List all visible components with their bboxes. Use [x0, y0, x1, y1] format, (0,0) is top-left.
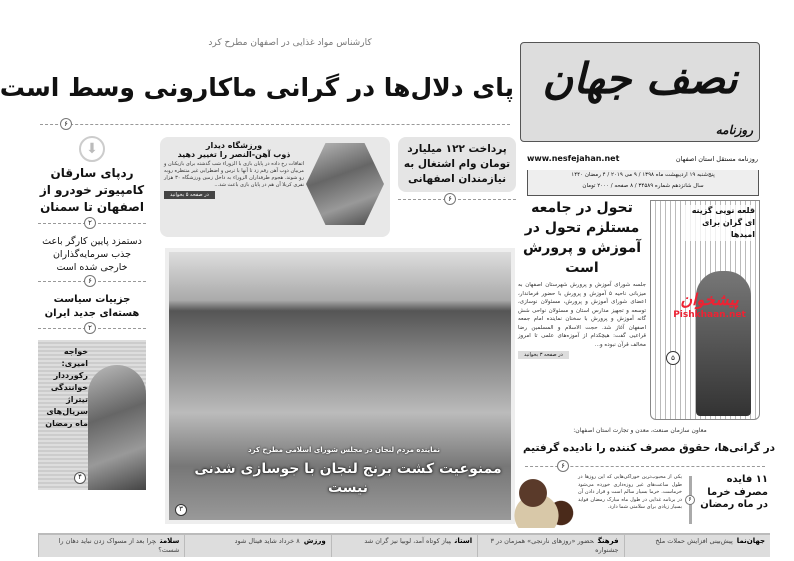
dates-body: یکی از محبوب‌ترین خوراکی‌هایی که این روزها در طول ساعت‌های غیر روزه‌داری خورده می‌شود خرماست. خرما بسیار سالم است و قرار دادن آن در برنامه غذایی در طول ماه مبارک رمضان فواید بسیار زیادی برای سلامتی شما دارد. — [578, 474, 682, 510]
lead-headline: پای دلال‌ها در گرانی ماکارونی وسط است — [0, 73, 514, 102]
left-story-3[interactable]: جزییات سیاست هسته‌ای جدید ایران — [44, 294, 140, 319]
bar-section[interactable]: جهان‌نما — [736, 537, 765, 545]
bar-item[interactable]: حضور «روزهای نارنجی» همزمان در ۳ جشنواره — [490, 537, 619, 554]
page-ref: ۲ — [38, 328, 146, 340]
page-ref: ۶ — [40, 124, 510, 134]
sports-body: اتفاقات رخ داده در پایان بازی با الزوراء شب گذشته برای بازیکنان و مربیان ذوب آهن رقم زد تا آنها با ترس و اضطرابی غیر منتظره روبه رو شوند. هجوم طرفداران الزوراء به داخل زمین ورزشگاه ۳۰ هزار نفری کربلا آن هم در پایان بازی باعث شد... — [164, 161, 304, 188]
arrow-down-icon: ⬇ — [79, 136, 105, 162]
page-ref: ۳ — [175, 504, 187, 516]
bar-cell[interactable] — [184, 535, 330, 557]
loan-headline: پرداخت ۱۲۲ میلیارد تومان وام اشتغال به نیازمندان اصفهانی — [403, 143, 511, 185]
left-column — [38, 136, 146, 490]
education-column — [518, 198, 646, 359]
left-story-1[interactable]: ردپای سارقان کامپیوتر خودرو از اصفهان تا سمنان — [39, 166, 145, 214]
bar-item[interactable]: ۸ خرداد شاید فینال شود — [234, 537, 300, 545]
dates-bowl-image — [505, 478, 575, 528]
date-line: پنج‌شنبه ۱۹ اردیبهشت ماه ۱۳۹۸ / ۹ می ۲۰۱۹ / ۴ رمضان ۱۴۴۰ — [571, 172, 715, 178]
tagline: روزنامه مستقل استان اصفهان — [675, 155, 758, 163]
rice-field-photo[interactable] — [165, 248, 515, 524]
bar-item[interactable]: پیاز کوتاه آمد، لوبیا نیز گران شد — [364, 537, 451, 545]
khaje-amiri-box[interactable] — [38, 340, 146, 490]
logo-text: نصف جهان — [542, 54, 738, 103]
page-ref: ۲ — [38, 223, 146, 235]
lead-kicker: کارشناس مواد غذایی در اصفهان مطرح کرد — [208, 38, 372, 48]
education-headline[interactable]: تحول در جامعه مستلزم تحول در آموزش و پرورش است — [522, 200, 642, 276]
sports-kicker: ورزشگاه دیدار — [205, 141, 263, 150]
loan-box[interactable] — [398, 137, 516, 192]
sports-box[interactable] — [160, 137, 390, 237]
singer-photo — [88, 365, 146, 490]
bar-cell[interactable] — [331, 535, 477, 557]
issue-line: سال شانزدهم شماره ۳۴۵۸۹ / ۸ صفحه / ۲۰۰۰ تومان — [582, 183, 704, 189]
page-ref: ۶ — [38, 281, 146, 293]
education-body: جلسه شورای آموزش و پرورش شهرستان اصفهان به میزبانی ناحیه ۵ آموزش و پرورش با حضور فرماندار، اعضای شورای آموزش و پرورش، مسئولان نوسازی، توسعه و تجهیز مدارس استان و مسئولان نواحی شش گانه آموزش و پرورش با سخنان نماینده امام جمعه اصفهان آغاز شد. حجت الاسلام و المسلمین رضا قراعیی گفت: هیچکدام از آموزه‌های علمی تا امروز مخالف قرآن نبوده و... — [518, 282, 646, 348]
page-ref: ۶ — [685, 495, 695, 505]
bar-cell[interactable] — [477, 535, 623, 557]
bar-item[interactable]: پیش‌بینی افزایش حملات ملخ — [655, 537, 733, 545]
profile-text: قلعه نویی گزینه ای گران برای امیدها — [685, 205, 755, 241]
photo-headline: ممنوعیت کشت برنج لنجان با جوسازی شدنی نیست — [194, 461, 502, 496]
football-photo — [306, 143, 384, 225]
bar-item[interactable]: چرا بعد از مسواک زدن نباید دهان را شست؟ — [58, 537, 180, 554]
page-ref: ۶ — [398, 199, 516, 211]
page-ref: ۵ — [666, 351, 680, 365]
logo-label: روزنامه — [715, 123, 753, 137]
bar-section[interactable]: فرهنگ — [597, 537, 619, 545]
bar-section[interactable]: استان — [454, 537, 473, 545]
khaje-amiri-text: خواجه امیری: رکورددار خوانندگی تیتراژ سریال‌های ماه رمضان — [45, 347, 88, 428]
left-story-2[interactable]: دستمزد پایین کارگر باعث جذب سرمایه‌گذاران خارجی شده است — [42, 236, 142, 273]
loan-column — [398, 137, 516, 211]
consumer-kicker: معاون سازمان صنعت، معدن و تجارت استان اصفهان: — [573, 427, 707, 434]
sports-headline: ذوب آهن-النصر را تغییر دهید — [177, 150, 291, 159]
page-ref: ۶ — [525, 466, 765, 476]
bar-section[interactable]: سلامت — [159, 537, 180, 545]
photo-caption: نماینده مردم لنجان در مجلس شورای اسلامی مطرح کرد — [247, 446, 441, 454]
bar-section[interactable]: ورزش — [303, 537, 326, 545]
website[interactable]: www.nesfejahan.net — [527, 154, 620, 163]
watermark: پیشخوان Pishkhaan.net — [673, 290, 746, 320]
date-box — [527, 170, 759, 196]
bar-cell[interactable] — [624, 535, 770, 557]
consumer-headline[interactable]: در گرانی‌ها، حقوق مصرف کننده را نادیده گرفتیم — [522, 442, 776, 454]
page-ref: ۴ — [74, 472, 86, 484]
education-more[interactable]: در صفحه ۳ بخوانید — [518, 351, 569, 359]
sports-more[interactable]: در صفحه ۵ بخوانید — [164, 191, 215, 199]
bar-cell[interactable] — [38, 535, 184, 557]
masthead-logo — [520, 42, 760, 142]
dates-headline[interactable]: ۱۱ فایده مصرف خرما در ماه رمضان — [700, 474, 768, 510]
bottom-news-bar — [38, 533, 770, 557]
